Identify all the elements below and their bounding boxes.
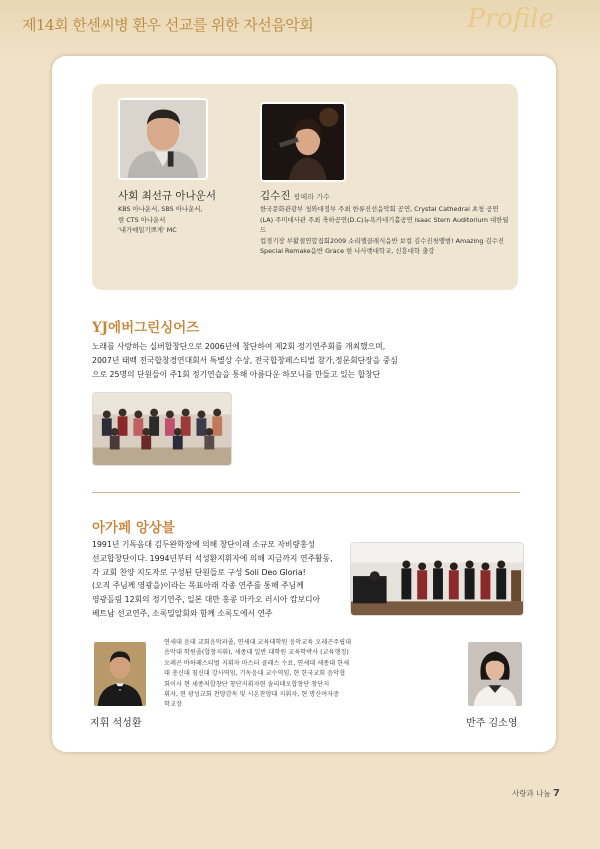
content-card <box>52 56 556 752</box>
kim-name: 김수진 <box>260 190 291 202</box>
accompanist-caption: 반주 김소영 <box>466 718 518 729</box>
footer-label: 사랑과 나눔 <box>512 789 551 798</box>
yj-section-title: YJ에버그린싱어즈 <box>92 320 200 336</box>
agape-description: 1991년 기독음대 김두완학장에 의해 창단이래 소규모 자비량홍성 선교합창단이다. 1994년부터 석성환지휘자에 의해 지금까지 연주활동, 각 교회 찬양 지도자로 구성된 단원들로 구성 Soli Deo Gloria! (오직 주님께 영광을)이라는 목표아래 각종 연주를 통해 주님께 영광돌림 12회의 정기연주, 일본 대만 홍콩 마카오 러시아 캄보디아 베트남 선교연주, 소록밀알회와 함께 소록도에서 연주 <box>92 540 333 618</box>
conductor-photo <box>92 640 148 708</box>
agape-choir-photo <box>350 542 524 616</box>
mc-profile-box <box>92 84 518 290</box>
kim-details: 한국문화관광부 청와대정부 주최 한류진선음악회 공연, Crystal Cathedral 초청 공연 (LA) 주미대사관 주최 축하공연(D.C)뉴욕카네기홀공연 Isaac Stern Auditorium 대한월드 컵경기장 부활절연합집회2009 소리엘클래식음반 보컬 김수진첫앨범! Amazing 김수진 Special Remake음반 Grace 현 나사렛대학교, 신흥대학 출강 <box>260 205 509 256</box>
event-title: 제14회 한센씨병 환우 선교를 위한 자선음악회 <box>22 16 314 34</box>
kim-role: 팝페라 가수 <box>293 193 330 201</box>
kim-name-line <box>260 188 330 203</box>
agape-section-title: 아가페 앙상블 <box>92 520 175 536</box>
choi-name: 사회 최선규 아나운서 <box>118 190 216 202</box>
kim-photo <box>260 102 346 182</box>
page-footer <box>512 788 560 799</box>
yj-description: 노래를 사랑하는 실버합창단으로 2006년에 창단하여 제2회 정기연주회를 개최했으며, 2007년 태백 전국합창경연대회서 특별상 수상, 전국합창페스티벌 참가,정문회단장을 중심 으로 25명의 단원들이 주1회 정기연습을 통해 아름다운 하모니를 만들고 있는 합창단 <box>92 342 398 379</box>
page-number: 7 <box>553 788 560 799</box>
choi-details: KBS 아나운서, SBS 아나운서, 현 CTS 아나운서 '내가매일기쁘게' MC <box>118 205 203 235</box>
accompanist-photo <box>466 640 524 708</box>
yj-group-photo <box>92 392 232 466</box>
conductor-details: 연세대 음대 교회음악과졸, 연세대 교육대학원 음악교육 오레곤주립대 음악대 학원졸(합창지휘), 세종대 일반 대학원 교육학박사 (교육행정) 오레곤 바하페스티벌 지휘자 마스터 클래스 수료, 연세대 세종대 한세 대 총신대 침신대 강사역임, 기독음대 교수역임, 현 한국교회 음악협 회이사 현 세종처합창단 창단지휘자현 솔리데오합창단 창단지 휘자, 현 광성교회 찬양감독 및 시온찬양대 지휘자, 현 명신여자중 학교장 <box>164 639 352 709</box>
conductor-caption: 지휘 석성환 <box>90 718 142 729</box>
profile-script-title: Profile <box>467 4 554 34</box>
section-divider <box>92 492 520 493</box>
choi-photo <box>118 98 208 180</box>
